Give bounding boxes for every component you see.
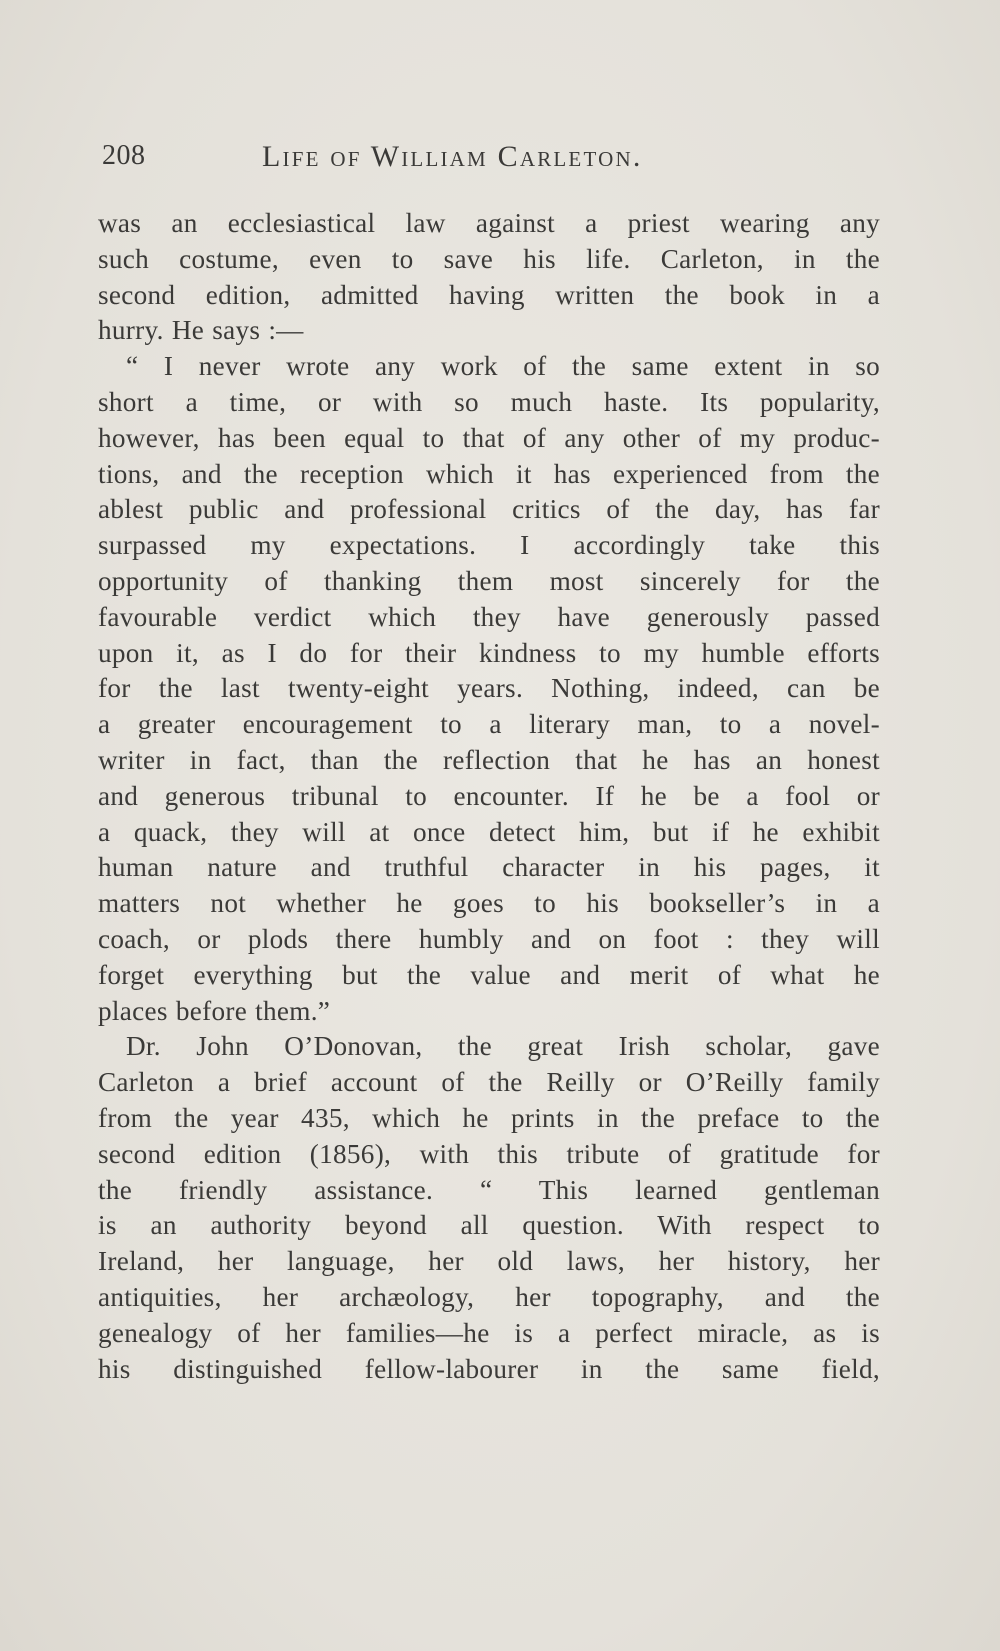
text-line: ablest public and professional critics of the day, has far xyxy=(98,494,880,525)
text-line: is an authority beyond all question. With respect to xyxy=(98,1210,880,1241)
text-line: human nature and truthful character in his pages, it xyxy=(98,852,880,883)
body-text xyxy=(98,206,880,1387)
quote-start-line: “ I never wrote any work of the same extent in so xyxy=(126,351,880,382)
text-line: writer in fact, than the reflection that he has an honest xyxy=(98,744,880,775)
text-line: Ireland, her language, her old laws, her history, her xyxy=(98,1246,880,1277)
text-line: matters not whether he goes to his bookseller’s in a xyxy=(98,888,880,919)
text-line: such costume, even to save his life. Carleton, in the xyxy=(98,243,880,274)
text-line: second edition (1856), with this tribute of gratitude for xyxy=(98,1138,880,1169)
text-line: a greater encouragement to a literary man, to a novel- xyxy=(98,709,880,740)
text-line: favourable verdict which they have generously passed xyxy=(98,601,880,632)
paragraph-start-line: Dr. John O’Donovan, the great Irish scholar, gave xyxy=(126,1031,880,1062)
text-line: however, has been equal to that of any other of my produc- xyxy=(98,422,880,453)
text-line: a quack, they will at once detect him, but if he exhibit xyxy=(98,816,880,847)
text-line: from the year 435, which he prints in the preface to the xyxy=(98,1102,880,1133)
text-line: for the last twenty-eight years. Nothing, indeed, can be xyxy=(98,673,880,704)
text-line: was an ecclesiastical law against a priest wearing any xyxy=(98,208,880,238)
running-head xyxy=(102,140,882,180)
text-line: opportunity of thanking them most sincerely for the xyxy=(98,565,880,596)
text-line: forget everything but the value and merit of what he xyxy=(98,959,880,990)
text-line: antiquities, her archæology, her topography, and the xyxy=(98,1281,880,1312)
text-line: coach, or plods there humbly and on foot : they will xyxy=(98,923,880,954)
text-line: tions, and the reception which it has experienced from the xyxy=(98,458,880,489)
text-line: surpassed my expectations. I accordingly take this xyxy=(98,530,880,561)
text-line: Carleton a brief account of the Reilly or O’Reilly family xyxy=(98,1067,880,1098)
text-line: upon it, as I do for their kindness to my humble efforts xyxy=(98,637,880,668)
text-line: genealogy of her families—he is a perfect miracle, as is xyxy=(98,1317,880,1348)
text-line: and generous tribunal to encounter. If he be a fool or xyxy=(98,780,880,811)
running-title: Life of William Carleton. xyxy=(262,140,643,173)
page-number: 208 xyxy=(102,140,146,171)
text-line: the friendly assistance. “ This learned gentleman xyxy=(98,1174,880,1205)
text-line: places before them.” xyxy=(98,995,331,1026)
text-line: his distinguished fellow-labourer in the same field, xyxy=(98,1353,880,1384)
text-line: short a time, or with so much haste. Its popularity, xyxy=(98,386,880,417)
text-line: hurry. He says :— xyxy=(98,315,304,346)
text-line: second edition, admitted having written the book in a xyxy=(98,279,880,310)
